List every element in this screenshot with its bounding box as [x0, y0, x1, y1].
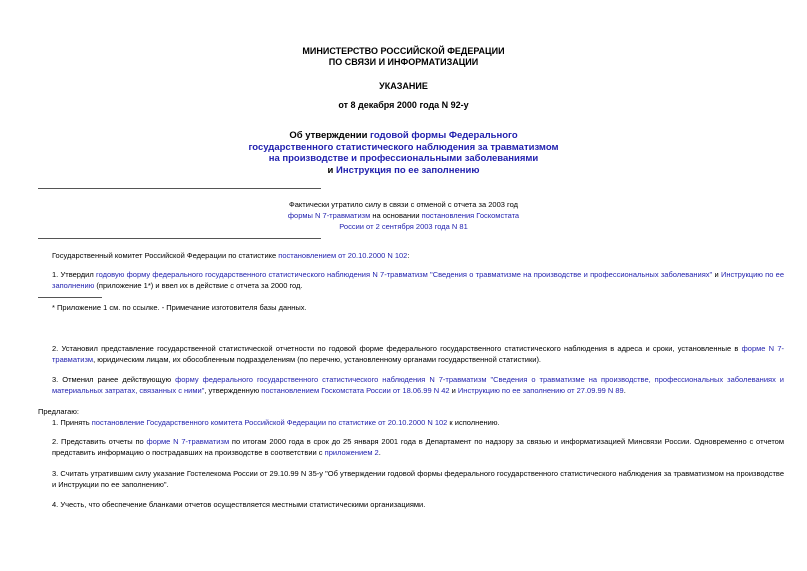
footnote-divider — [38, 297, 102, 298]
item-2-link-form[interactable]: форме N 7-травматизм — [52, 344, 784, 364]
status-link-resolution[interactable]: постановления Госкомстата — [421, 211, 520, 220]
proposal-3: 3. Считать утратившим силу указание Гостелекома России от 29.10.99 N 35-у "Об утверждении годовой формы федерального государственного статистического наблюдения за травматизмом на производстве и Инструкции по ее заполнению". — [52, 469, 784, 489]
proposal-2 — [38, 436, 784, 458]
status-link-form[interactable]: формы N 7-травматизм — [287, 211, 371, 220]
item-1-text-3: (приложение 1*) и ввел их в действие с отчета за 2000 год. — [94, 281, 303, 290]
title-link-instruction[interactable]: Инструкция по ее заполнению — [336, 164, 480, 176]
item-3-link-instruction[interactable]: Инструкцию по ее заполнению от 27.09.99 N 89 — [457, 386, 624, 395]
document-title — [0, 130, 807, 176]
title-line-4 — [0, 165, 807, 177]
item-3-text-4: . — [623, 386, 626, 395]
proposal-2-text-3: . — [378, 448, 381, 457]
proposal-2-link-form[interactable]: форме N 7-травматизм — [146, 437, 230, 446]
proposal-1-text-2: к исполнению. — [447, 418, 500, 427]
intro-end: : — [407, 251, 410, 260]
title-link-form[interactable]: годовой формы Федерального — [370, 130, 518, 141]
intro-link[interactable]: постановлением от 20.10.2000 N 102 — [278, 251, 408, 260]
status-line-1: Фактически утратило силу в связи с отменой с отчета за 2003 год — [289, 200, 518, 209]
ministry-line-2: ПО СВЯЗИ И ИНФОРМАТИЗАЦИИ — [328, 57, 479, 67]
ministry-line-1: МИНИСТЕРСТВО РОССИЙСКОЙ ФЕДЕРАЦИИ — [302, 46, 505, 56]
proposal-2-text-2: по итогам 2000 года в срок до 25 января 2001 года в Департамент по надзору за связью и информатизацией Минсвязи России. Одновременно с отчетом представить информацию о пострадавших на производстве в соответствии с — [52, 437, 785, 457]
proposal-1-link[interactable]: постановление Государственного комитета Российской Федерации по статистике от 20.10.2000 N 102 — [91, 418, 448, 427]
status-line-2 — [0, 210, 807, 221]
item-1-text-2: и — [712, 270, 721, 279]
status-divider-bottom — [38, 238, 321, 239]
title-line-3[interactable]: на производстве и профессиональными заболеваниями — [268, 153, 539, 164]
footnote: * Приложение 1 см. по ссылке. - Примечание изготовителя базы данных. — [52, 303, 307, 312]
proposal-4: 4. Учесть, что обеспечение бланками отчетов осуществляется местными статистическими организациями. — [52, 500, 426, 509]
proposal-1-text: 1. Принять — [52, 418, 92, 427]
proposal-2-link-appendix[interactable]: приложением 2 — [324, 448, 379, 457]
status-note — [0, 199, 807, 232]
item-1-link-form[interactable]: годовую форму федерального государственного статистического наблюдения N 7-травматизм "Сведения о травматизме на производстве и профессиональных заболеваниях" — [96, 270, 713, 279]
proposal-2-text: 2. Представить отчеты по — [52, 437, 147, 446]
status-link-resolution-date[interactable]: России от 2 сентября 2003 года N 81 — [339, 222, 468, 231]
title-text-and: и — [327, 164, 337, 176]
title-text: Об утверждении — [289, 130, 371, 141]
proposal-1 — [38, 417, 784, 428]
status-text: на основании — [370, 211, 422, 220]
item-3-text-2: , утвержденную — [204, 386, 262, 395]
document-type: УКАЗАНИЕ — [379, 81, 428, 91]
intro-text: Государственный комитет Российской Федерации по статистике — [52, 251, 279, 260]
intro-paragraph — [38, 250, 784, 261]
status-divider-top — [38, 188, 321, 189]
item-3-text: 3. Отменил ранее действующую — [52, 375, 176, 384]
item-3-link-resolution[interactable]: постановлением Госкомстата России от 18.06.99 N 42 — [261, 386, 450, 395]
item-1 — [38, 269, 784, 291]
ministry-name — [0, 46, 807, 68]
title-line-1 — [0, 130, 807, 142]
document-date: от 8 декабря 2000 года N 92-у — [338, 100, 469, 110]
item-3-link-form[interactable]: форму федерального государственного статистического наблюдения N 7-травматизм "Сведения о травматизме на производстве, профессиональных заболеваниях и материальных затратах, связанных с ними" — [52, 375, 784, 395]
item-2-text: 2. Установил представление государственной статистической отчетности по годовой форме федерального государственного статистического наблюдения в адреса и сроки, установленные в — [52, 344, 742, 353]
item-2-text-2: , юридическим лицам, их обособленным подразделениям (по перечню, установленному органами государственной статистики). — [93, 355, 542, 364]
item-2 — [38, 343, 784, 365]
title-line-2[interactable]: государственного статистического наблюдения за травматизмом — [248, 141, 559, 153]
item-3-text-3: и — [449, 386, 458, 395]
item-3 — [38, 374, 784, 396]
item-1-link-instruction[interactable]: Инструкцию по ее заполнению — [52, 270, 785, 290]
proposes-heading: Предлагаю: — [38, 407, 79, 416]
item-1-text: 1. Утвердил — [52, 270, 97, 279]
